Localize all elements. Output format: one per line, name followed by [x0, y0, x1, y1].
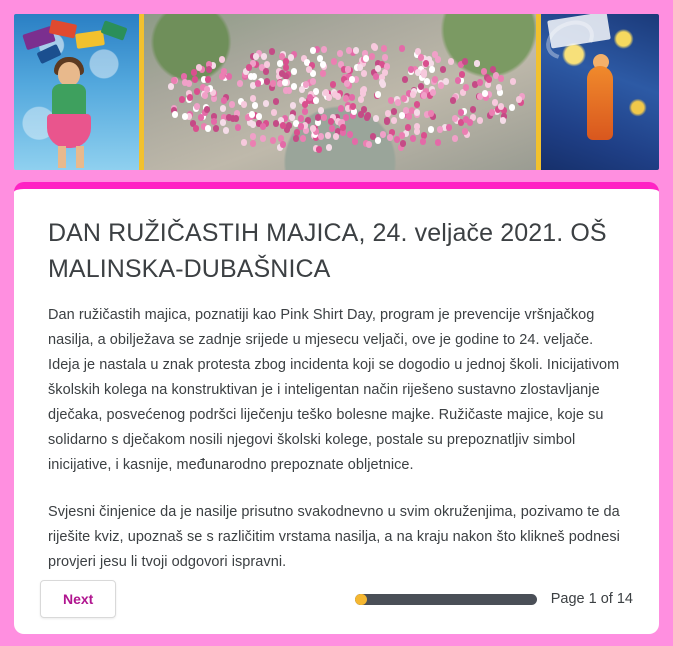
girl-leg-left-icon: [58, 146, 66, 168]
girl-body-icon: [52, 84, 86, 118]
body-paragraph-2: Svjesni činjenice da je nasilje prisutno svakodnevno u svim okruženjima, pozivamo te da riješite kviz, upoznaš se s različitim vrstama nasilja, a na kraju nakon što klikneš podnesi provjeri jesu li tvoji odgovori ispravni.: [48, 504, 620, 570]
card-footer: [14, 564, 659, 634]
figure-body-icon: [587, 66, 613, 140]
girl-skirt-icon: [47, 114, 91, 148]
crowd-dots: [144, 14, 536, 170]
card-body: [48, 303, 625, 575]
girl-head-icon: [58, 62, 80, 86]
body-paragraph-1: Dan ružičastih majica, poznatiji kao Pink Shirt Day, program je prevencije vršnjačkog nasilja, a obilježava se zadnje srijede u mjesecu veljači, ove je godine to 24. veljače. Ideja je nastala u znak protesta zbog incidenta koji se dogodio u jednoj školi. Inicijativom školskih kolega na konstruktivan je i inteligentan način riješeno sustavno zlostavljanje dječaka, posvećenog podršci liječenju teško bolesne majke. Ružičaste majice, koje su solidarno s dječakom nosili njegovi školski kolege, postale su prepoznatljiv simbol inicijative, i kasnije, međunarodno prepoznate obljetnice.: [48, 307, 620, 473]
girl-leg-right-icon: [76, 146, 84, 168]
progress-bar: [355, 594, 537, 605]
progress-area: [355, 591, 633, 607]
banner-image: [14, 14, 659, 170]
page-title: DAN RUŽIČASTIH MAJICA, 24. veljače 2021. OŠ MALINSKA-DUBAŠNICA: [48, 219, 607, 283]
mural-starry-night-icon: [541, 14, 659, 170]
next-button[interactable]: Next: [40, 580, 116, 618]
mural-girl-with-books-icon: [14, 14, 144, 170]
crowd-photo: [144, 14, 541, 170]
page-indicator: Page 1 of 14: [550, 591, 633, 607]
quiz-card: [14, 182, 659, 634]
progress-bar-fill: [355, 594, 368, 605]
